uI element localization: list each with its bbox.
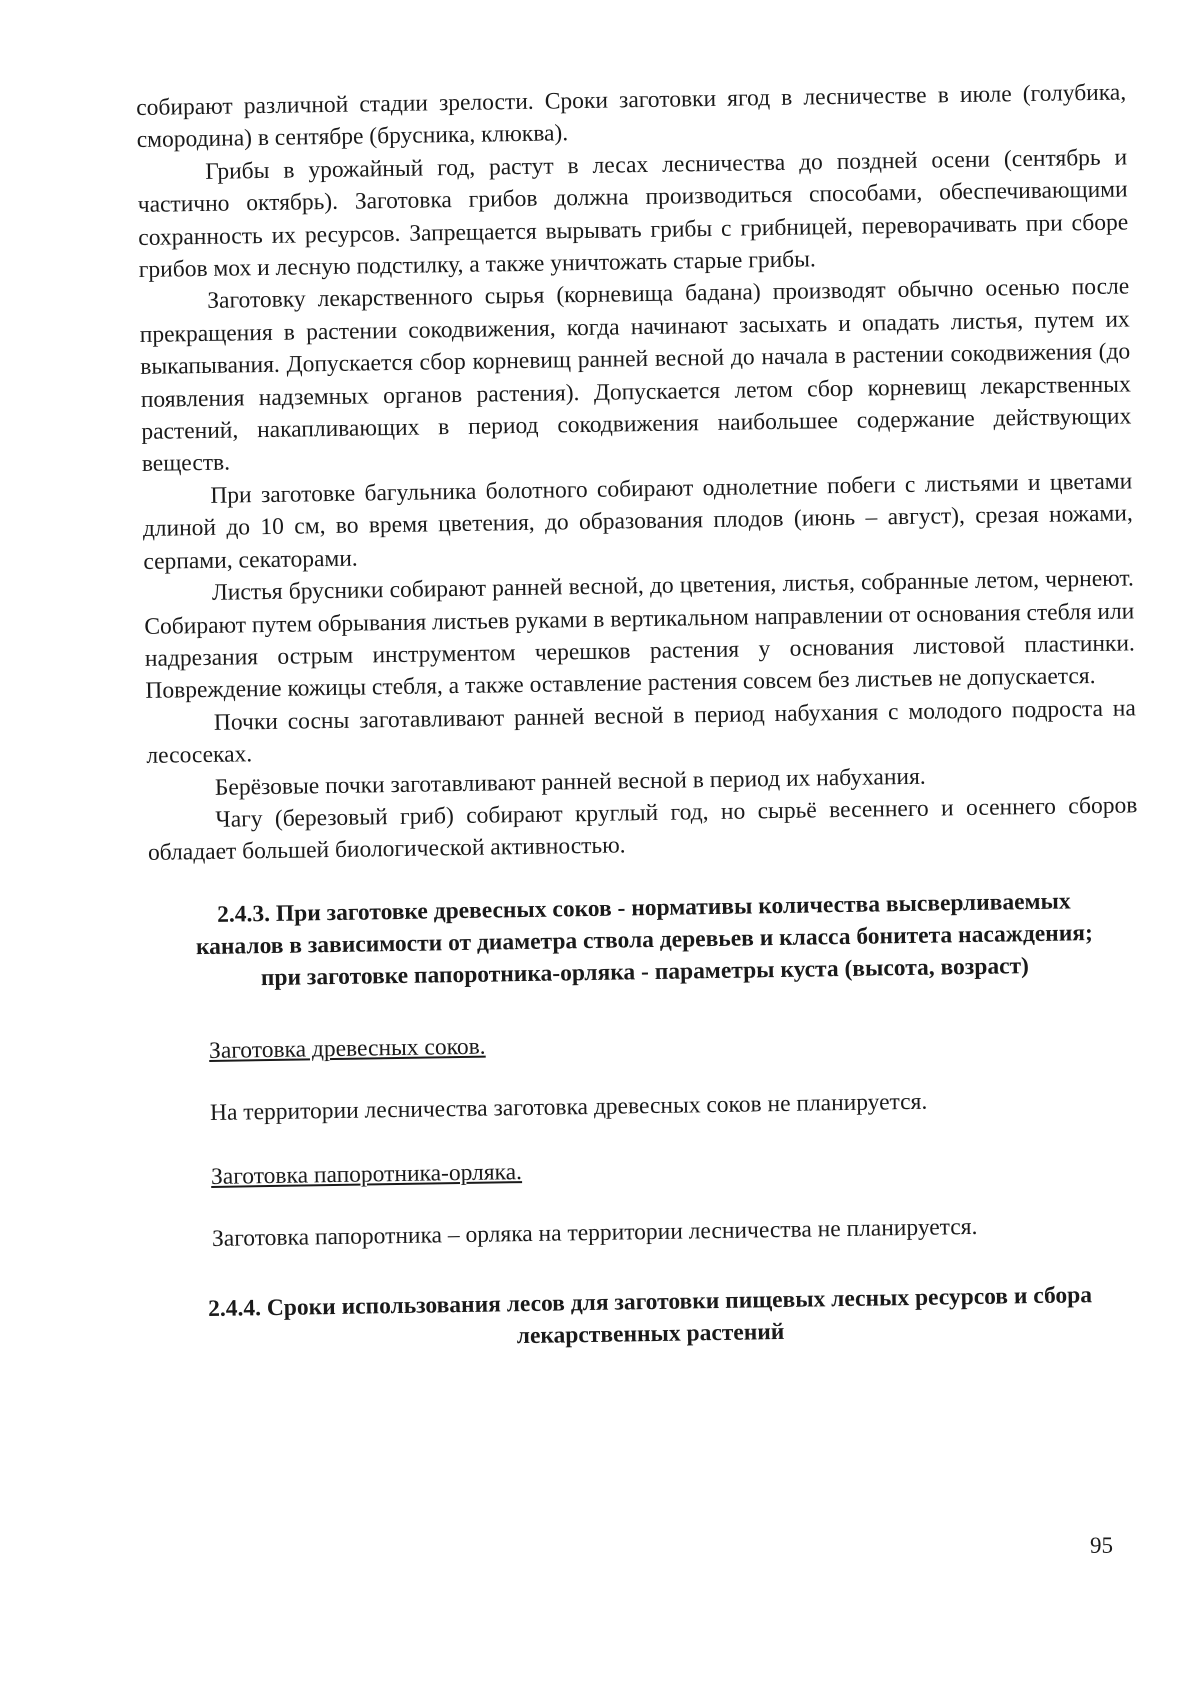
text-tree-sap: На территории лесничества заготовка древесных соков не планируется. (209, 1088, 928, 1126)
paragraph-chaga: Чагу (березовый гриб) собирают круглый год, но сырьё весеннего и осеннего сборов обладает большей биологической активностью. (147, 792, 1138, 867)
subheading-tree-sap: Заготовка древесных соков. (208, 1033, 486, 1064)
subheading-bracken-fern: Заготовка папоротника-орляка. (210, 1158, 523, 1190)
paragraph-medicinal-raw: Заготовку лекарственного сырья (корневища бадана) производят обычно осенью после прекращения в растении сокодвижения, когда начинают засыхать и опадать листья, путем их выкапывания. Допускается сбор корневищ ранней весной до начала в растении сокодвижения (до появления надземных органов растения). Допускается летом сбор корневищ лекарственных растений, накапливающих в период сокодвижения наибольшее содержание действующих веществ. (139, 273, 1132, 478)
paragraph-birch-buds: Берёзовые почки заготавливают ранней весной в период их набухания. (214, 763, 926, 801)
page-number: 95 (1090, 1533, 1113, 1558)
text-bracken-fern: Заготовка папоротника – орляка на территории лесничества не планируется. (211, 1213, 978, 1252)
paragraph-pine-buds: Почки сосны заготавливают ранней весной в период набухания с молодого подроста на лесосеках. (146, 695, 1137, 770)
document-page (136, 76, 1146, 1357)
paragraph-mushrooms: Грибы в урожайный год, растут в лесах лесничества до поздней осени (сентябрь и частично октябрь). Заготовка грибов должна производиться способами, обеспечивающими сохранность их ресурсов. Запрещается вырывать грибы с грибницей, переворачивать при сборе грибов мох и лесную подстилку, а также уничтожать старые грибы. (137, 144, 1129, 284)
paragraph-lingonberry-leaves: Листья брусники собирают ранней весной, до цветения, листья, собранные летом, чернеют. Собирают путем обрывания листьев руками в вертикальном направлении от основания стебля или надрезания острым инструментом черешков растения у основания листовой пластинки. Повреждение кожицы стебля, а также оставление растения совсем без листьев не допускается. (144, 565, 1135, 705)
section-heading-2-4-4: 2.4.4. Сроки использования лесов для заготовки пищевых лесных ресурсов и сбора лекарственных растений (207, 1281, 1093, 1349)
paragraph-berries: собирают различной стадии зрелости. Сроки заготовки ягод в лесничестве в июле (голубика, смородина) в сентябре (брусника, клюква). (136, 79, 1127, 154)
paragraph-ledum: При заготовке багульника болотного собирают однолетние побеги с листьями и цветами длиной до 10 см, во время цветения, до образования плодов (июнь – август), срезая ножами, серпами, секаторами. (142, 468, 1133, 575)
section-heading-2-4-3: 2.4.3. При заготовке древесных соков - нормативы количества высверливаемых каналов в зависимости от диаметра ствола деревьев и класса бонитета насаждения; при заготовке папоротника-орляка - параметры куста (высота, возраст) (195, 888, 1093, 991)
